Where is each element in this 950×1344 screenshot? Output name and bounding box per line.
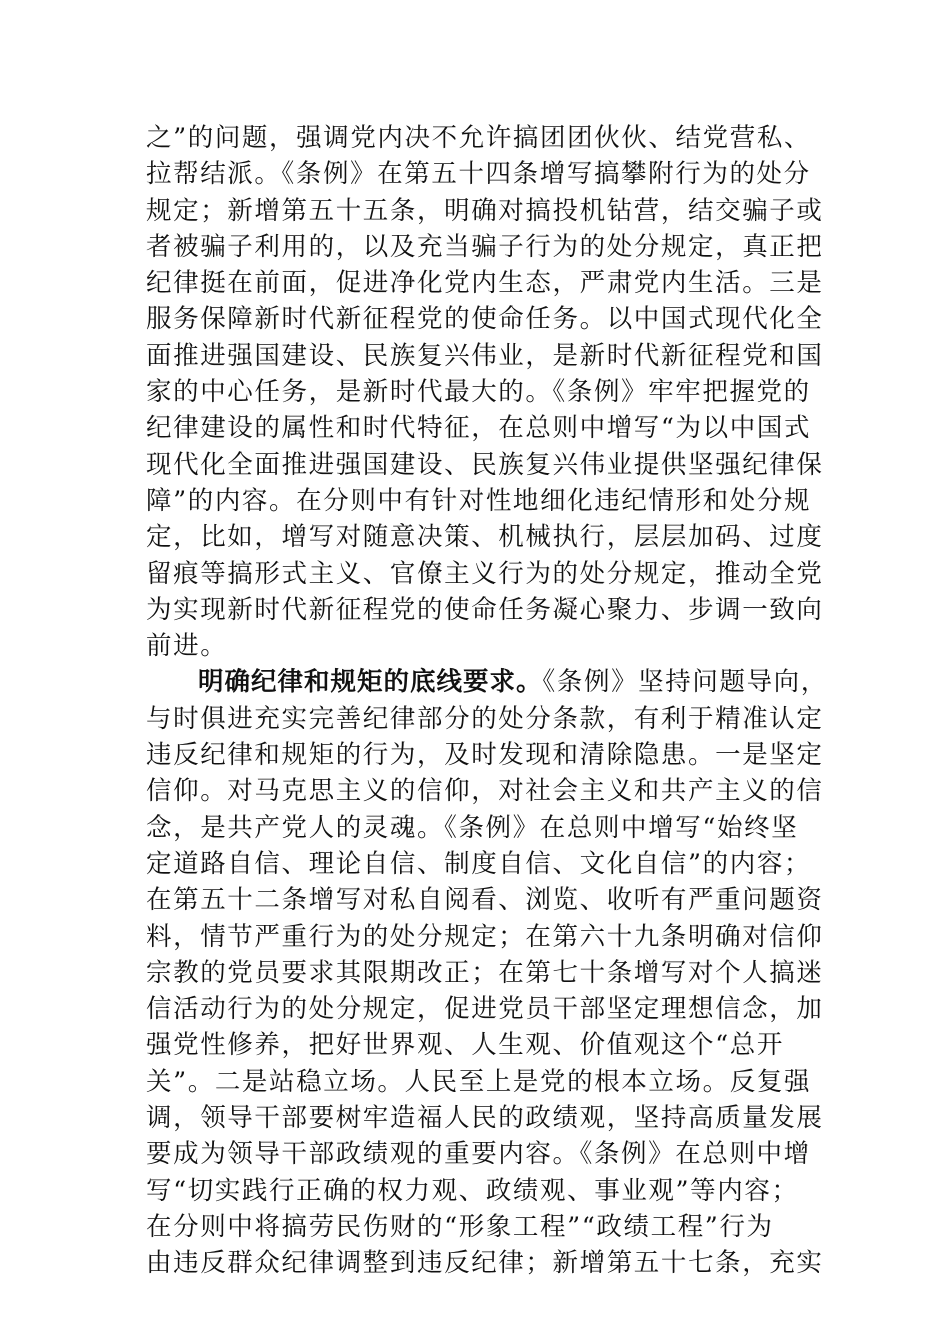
text-line: 定，比如，增写对随意决策、机械执行，层层加码、过度	[146, 522, 824, 553]
paragraph-first-line-text: 《条例》坚持问题导向，	[542, 667, 828, 698]
text-line: 在分则中将搞劳民伤财的“形象工程”“政绩工程”行为	[146, 1211, 774, 1242]
text-line: 为实现新时代新征程党的使命任务凝心聚力、步调一致向	[146, 594, 824, 625]
text-line: 调，领导干部要树牢造福人民的政绩观，坚持高质量发展	[146, 1103, 824, 1134]
text-line: 关”。二是站稳立场。人民至上是党的根本立场。反复强	[146, 1066, 812, 1097]
text-line: 料，情节严重行为的处分规定；在第六十九条明确对信仰	[146, 921, 824, 952]
text-line: 家的中心任务，是新时代最大的。《条例》牢牢把握党的	[146, 377, 811, 408]
text-line: 与时俱进充实完善纪律部分的处分条款，有利于精准认定	[146, 703, 824, 734]
text-line: 纪律建设的属性和时代特征，在总则中增写“为以中国式	[146, 413, 812, 444]
paragraph-heading: 明确纪律和规矩的底线要求。	[198, 667, 543, 698]
text-line: 宗教的党员要求其限期改正；在第七十条增写对个人搞迷	[146, 957, 824, 988]
text-line: 由违反群众纪律调整到违反纪律；新增第五十七条，充实	[146, 1248, 824, 1279]
text-line: 定道路自信、理论自信、制度自信、文化自信”的内容；	[146, 848, 812, 879]
text-line: 写“切实践行正确的权力观、政绩观、事业观”等内容；	[146, 1175, 799, 1206]
text-line: 信活动行为的处分规定，促进党员干部坚定理想信念，加	[146, 994, 824, 1025]
text-line: 违反纪律和规矩的行为，及时发现和清除隐患。一是坚定	[146, 740, 824, 771]
text-line: 现代化全面推进强国建设、民族复兴伟业提供坚强纪律保	[146, 449, 824, 480]
text-line: 前进。	[146, 631, 228, 662]
text-line: 留痕等搞形式主义、官僚主义行为的处分规定，推动全党	[146, 558, 824, 589]
text-line: 之”的问题，强调党内决不允许搞团团伙伙、结党营私、	[146, 123, 812, 153]
document-body	[146, 120, 828, 1282]
text-line: 者被骗子利用的，以及充当骗子行为的处分规定，真正把	[146, 231, 824, 262]
paragraph-1	[146, 120, 824, 664]
text-line: 面推进强国建设、民族复兴伟业，是新时代新征程党和国	[146, 340, 824, 371]
text-line: 服务保障新时代新征程党的使命任务。以中国式现代化全	[146, 304, 824, 335]
text-line: 在第五十二条增写对私自阅看、浏览、收听有严重问题资	[146, 885, 824, 916]
text-line: 障”的内容。在分则中有针对性地细化违纪情形和处分规	[146, 485, 812, 516]
paragraph-2	[146, 664, 828, 1281]
text-line: 要成为领导干部政绩观的重要内容。《条例》在总则中增	[146, 1139, 811, 1170]
text-line: 纪律挺在前面，促进净化党内生态，严肃党内生活。三是	[146, 268, 824, 299]
paragraph-first-line	[146, 664, 828, 700]
text-line: 规定；新增第五十五条，明确对搞投机钻营，结交骗子或	[146, 195, 824, 226]
text-line: 念，是共产党人的灵魂。《条例》在总则中增写“始终坚	[146, 812, 799, 843]
text-line: 强党性修养，把好世界观、人生观、价值观这个“总开	[146, 1030, 784, 1061]
text-line: 拉帮结派。《条例》在第五十四条增写搞攀附行为的处分	[146, 159, 811, 190]
text-line: 信仰。对马克思主义的信仰，对社会主义和共产主义的信	[146, 776, 824, 807]
